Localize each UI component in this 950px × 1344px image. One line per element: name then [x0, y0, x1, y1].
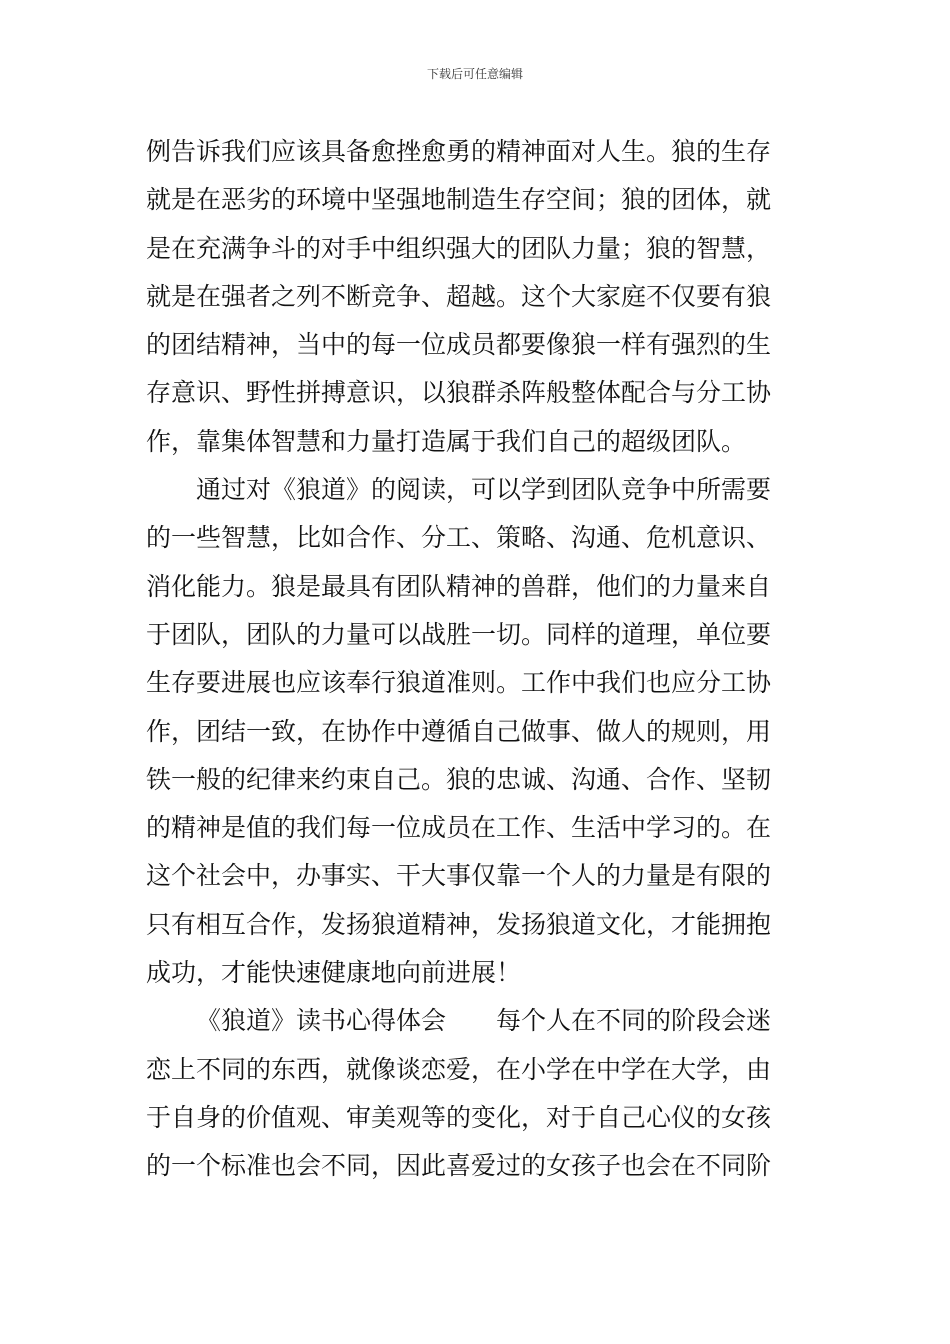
text-line: 铁一般的纪律来约束自己。狼的忠诚、沟通、合作、坚韧: [146, 764, 772, 794]
text-line: 作，靠集体智慧和力量打造属于我们自己的超级团队。: [146, 426, 747, 456]
text-line: 只有相互合作，发扬狼道精神，发扬狼道文化，才能拥抱: [146, 909, 772, 939]
text-line: 的一些智慧，比如合作、分工、策略、沟通、危机意识、: [146, 523, 772, 553]
text-line: 恋上不同的东西，就像谈恋爱，在小学在中学在大学，由: [146, 1054, 772, 1084]
text-line: 是在充满争斗的对手中组织强大的团队力量；狼的智慧，: [146, 233, 772, 263]
text-line: 于团队，团队的力量可以战胜一切。同样的道理，单位要: [146, 619, 772, 649]
text-line: 作，团结一致，在协作中遵循自己做事、做人的规则，用: [146, 716, 772, 746]
text-line: 的团结精神，当中的每一位成员都要像狼一样有强烈的生: [146, 330, 772, 360]
text-line: 的一个标准也会不同，因此喜爱过的女孩子也会在不同阶: [146, 1151, 772, 1181]
text-line: 生存要进展也应该奉行狼道准则。工作中我们也应分工协: [146, 668, 772, 698]
page-header: 下载后可任意编辑: [426, 67, 523, 81]
document-body: [146, 128, 810, 1191]
text-line: 成功，才能快速健康地向前进展！: [146, 958, 522, 988]
text-line: 就是在恶劣的环境中坚强地制造生存空间；狼的团体，就: [146, 185, 772, 215]
paragraph-start-line: 《狼道》读书心得体会 每个人在不同的阶段会迷: [196, 1006, 772, 1036]
text-line: 消化能力。狼是最具有团队精神的兽群，他们的力量来自: [146, 571, 772, 601]
text-line: 就是在强者之列不断竞争、超越。这个大家庭不仅要有狼: [146, 281, 772, 311]
text-line: 存意识、野性拼搏意识，以狼群杀阵般整体配合与分工协: [146, 378, 772, 408]
text-line: 这个社会中，办事实、干大事仅靠一个人的力量是有限的: [146, 861, 772, 891]
text-line: 于自身的价值观、审美观等的变化，对于自己心仪的女孩: [146, 1102, 772, 1132]
text-line: 的精神是值的我们每一位成员在工作、生活中学习的。在: [146, 813, 772, 843]
text-line: 例告诉我们应该具备愈挫愈勇的精神面对人生。狼的生存: [146, 137, 772, 166]
paragraph-start-line: 通过对《狼道》的阅读，可以学到团队竞争中所需要: [196, 475, 772, 505]
